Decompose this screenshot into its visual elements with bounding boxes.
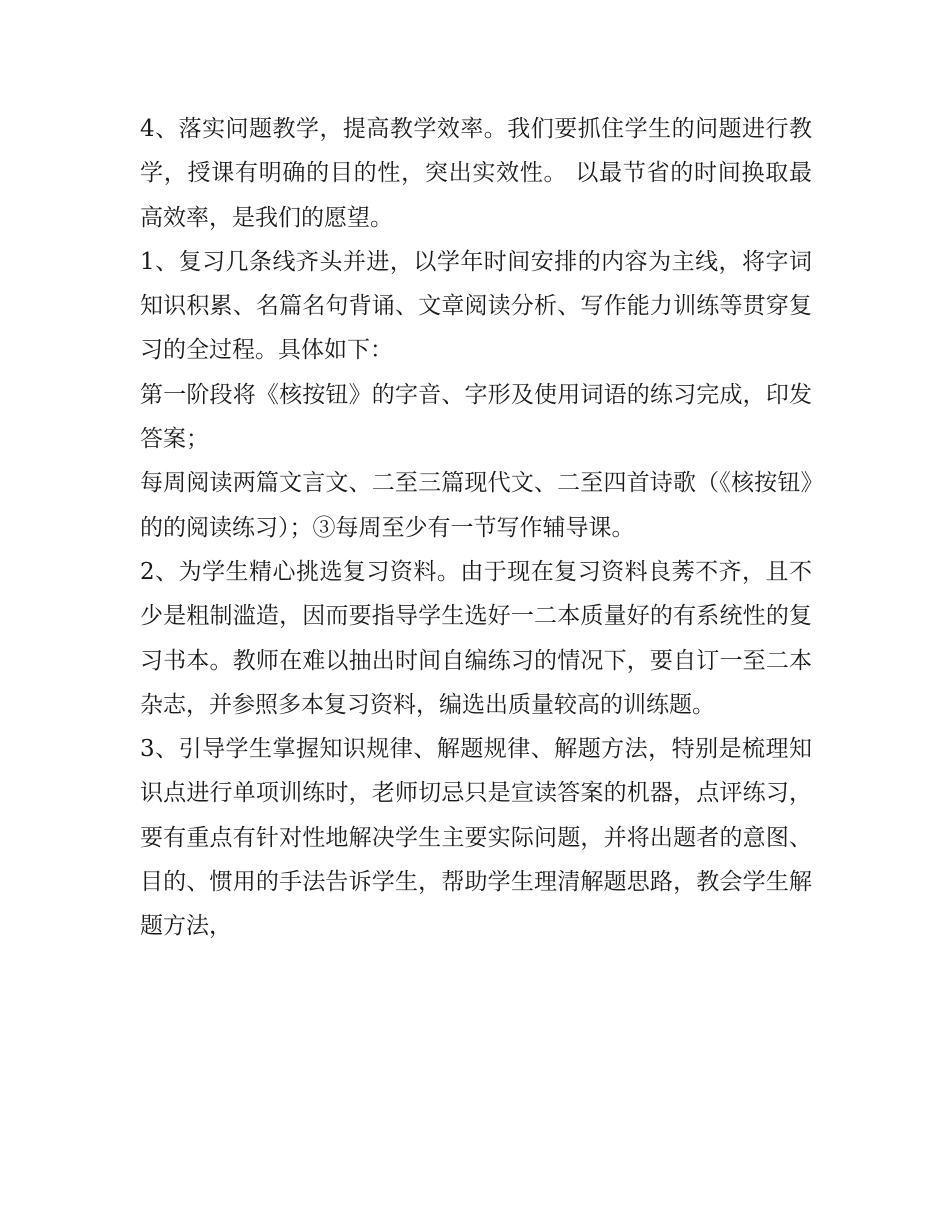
paragraph-review-materials: 2、为学生精心挑选复习资料。由于现在复习资料良莠不齐，且不少是粗制滥造，因而要指导学生选好一二本质量好的有系统性的复习书本。教师在难以抽出时间自编练习的情况下，要自订一至二本杂志，并参照多本复习资料，编选出质量较高的训练题。 <box>140 558 812 718</box>
paragraph-teaching-efficiency: 4、落实问题教学，提高教学效率。我们要抓住学生的问题进行教学，授课有明确的目的性，突出实效性。 以最节省的时间换取最高效率，是我们的愿望。 <box>140 116 812 231</box>
paragraph-weekly-reading: 每周阅读两篇文言文、二至三篇现代文、二至四首诗歌（《核按钮》的的阅读练习）；③每周至少有一节写作辅导课。 <box>140 470 812 541</box>
paragraph-solving-methods: 3、引导学生掌握知识规律、解题规律、解题方法，特别是梳理知识点进行单项训练时，老师切忌只是宣读答案的机器，点评练习，要有重点有针对性地解决学生主要实际问题，并将出题者的意图、目的、惯用的手法告诉学生，帮助学生理清解题思路，教会学生解题方法， <box>140 736 812 940</box>
document-body <box>140 107 812 949</box>
paragraph-review-lines: 1、复习几条线齐头并进，以学年时间安排的内容为主线，将字词知识积累、名篇名句背诵、文章阅读分析、写作能力训练等贯穿复习的全过程。具体如下： <box>140 248 812 364</box>
paragraph-stage-one: 第一阶段将《核按钮》的字音、字形及使用词语的练习完成，印发答案； <box>140 381 812 453</box>
